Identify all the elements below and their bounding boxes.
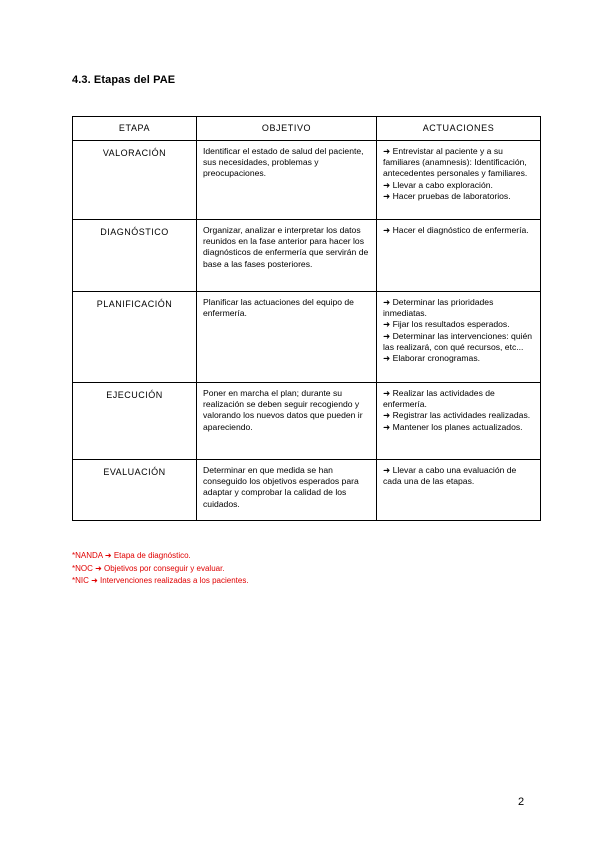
stage-name: DIAGNÓSTICO	[73, 220, 197, 292]
action-item: ➜ Realizar las actividades de enfermería.	[383, 388, 495, 410]
table-row-valoracion	[73, 141, 541, 220]
action-item: ➜ Mantener los planes actualizados.	[383, 421, 523, 432]
section-title: 4.3. Etapas del PAE	[72, 74, 176, 86]
stage-actions	[377, 383, 541, 460]
footnote-nanda: *NANDA ➜ Etapa de diagnóstico.	[72, 551, 191, 560]
stage-objective: Identificar el estado de salud del paciente, sus necesidades, problemas y preocupaciones.	[197, 141, 377, 220]
stage-objective: Poner en marcha el plan; durante su realización se deben seguir recogiendo y valorando los nuevos datos que pueden ir apareciendo.	[197, 383, 377, 460]
footnotes	[72, 550, 249, 588]
table-row-ejecucion	[73, 383, 541, 460]
action-item: ➜ Hacer el diagnóstico de enfermería.	[383, 225, 529, 235]
stage-actions	[377, 292, 541, 383]
header-objetivo: OBJETIVO	[197, 117, 377, 141]
action-item: ➜ Entrevistar al paciente y a su familiares (anamnesis): Identificación, antecedentes personales y familiares.	[383, 146, 528, 179]
table-header-row	[73, 117, 541, 141]
action-item: ➜ Llevar a cabo exploración.	[383, 179, 493, 190]
action-item: ➜ Determinar las intervenciones: quién las realizará, con qué recursos, etc...	[383, 330, 533, 352]
action-item: ➜ Hacer pruebas de laboratorios.	[383, 190, 511, 201]
header-etapa: ETAPA	[73, 117, 197, 141]
stage-objective: Organizar, analizar e interpretar los datos reunidos en la fase anterior para hacer los diagnósticos de enfermería que servirán de base a las fases posteriores.	[197, 220, 377, 292]
action-item: ➜ Determinar las prioridades inmediatas.	[383, 297, 494, 319]
table-row-diagnostico	[73, 220, 541, 292]
action-item: ➜ Llevar a cabo una evaluación de cada una de las etapas.	[383, 465, 517, 487]
stage-name: PLANIFICACIÓN	[73, 292, 197, 383]
table-row-evaluacion	[73, 460, 541, 521]
stage-actions	[377, 220, 541, 292]
stage-name: EJECUCIÓN	[73, 383, 197, 460]
action-item: ➜ Registrar las actividades realizadas.	[383, 410, 531, 421]
stage-name: VALORACIÓN	[73, 141, 197, 220]
table-row-planificacion	[73, 292, 541, 383]
footnote-nic: *NIC ➜ Intervenciones realizadas a los pacientes.	[72, 576, 249, 585]
footnote-noc: *NOC ➜ Objetivos por conseguir y evaluar.	[72, 563, 225, 573]
action-item: ➜ Fijar los resultados esperados.	[383, 319, 510, 330]
stage-actions	[377, 141, 541, 220]
stage-name: EVALUACIÓN	[73, 460, 197, 521]
page-number: 2	[518, 796, 525, 808]
stage-objective: Planificar las actuaciones del equipo de enfermería.	[197, 292, 377, 383]
action-item: ➜ Elaborar cronogramas.	[383, 353, 480, 364]
stage-objective: Determinar en que medida se han conseguido los objetivos esperados para adaptar y comprobar la calidad de los cuidados.	[197, 460, 377, 521]
stage-actions	[377, 460, 541, 521]
header-actuaciones: ACTUACIONES	[377, 117, 541, 141]
pae-stages-table	[72, 116, 541, 521]
